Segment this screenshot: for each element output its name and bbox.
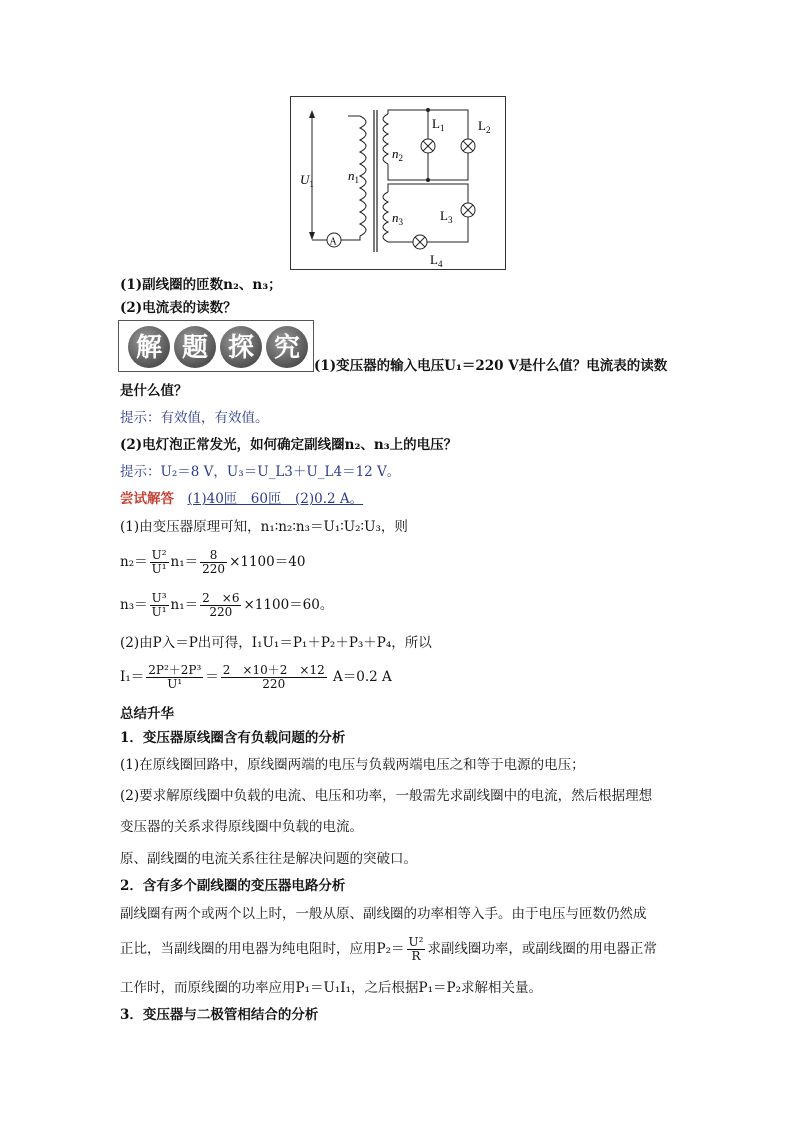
solution-line-1: (1)由变压器原理可知，n₁∶n₂∶n₃＝U₁∶U₂∶U₃，则 (120, 519, 408, 535)
svg-text:L2: $L_2$ (478, 118, 491, 135)
svg-text:n3: $n_3$ (392, 210, 403, 227)
answer-line: 尝试解答 (1)40匝 60匝 (2)0.2 A。 (120, 491, 364, 507)
jieti-tanjiu-badge (118, 320, 314, 372)
hint-2: 提示：U₂＝8 V，U₃＝U_L3＋U_L4＝12 V。 (120, 464, 401, 480)
svg-text:究: 究 (273, 333, 301, 363)
question-1: (1)副线圈的匝数n₂、n₃； (120, 277, 282, 293)
solution-line-2: (2)由P入＝P出可得，I₁U₁＝P₁＋P₂＋P₃＋P₄，所以 (120, 635, 432, 651)
summary-title: 总结升华 (120, 706, 174, 722)
svg-text:A: A (329, 236, 337, 248)
svg-text:探: 探 (227, 333, 255, 363)
hint-1: 提示：有效值，有效值。 (120, 410, 269, 426)
summary-p4b: 正比，当副线圈的用电器为纯电阻时，应用P₂＝ $\frac{\text{U²}}{R}$ 求副线圈功率，或副线圈的用电器正常 (120, 935, 657, 963)
svg-text:L3: $L_3$ (440, 208, 453, 225)
question-2: (2)电流表的读数？ (120, 300, 237, 316)
summary-heading-1: 1．变压器原线圈含有负载问题的分析 (120, 730, 346, 746)
svg-text:L4: $L_4$ (430, 252, 443, 269)
summary-p4a: 副线圈有两个或两个以上时，一般从原、副线圈的功率相等入手。由于电压与匝数仍然成 (120, 906, 647, 922)
svg-text:解: 解 (135, 333, 163, 363)
transformer-circuit-diagram (290, 96, 506, 270)
summary-p2b: 变压器的关系求得原线圈中负载的电流。 (120, 819, 363, 835)
explore-q2: (2)电灯泡正常发光，如何确定副线圈n₂、n₃上的电压？ (120, 437, 458, 453)
lamp-l3-icon (461, 203, 475, 217)
svg-text:题: 题 (181, 333, 209, 363)
summary-p2a: (2)要求解原线圈中负载的电流、电压和功率，一般需先求副线圈中的电流，然后根据理想 (120, 788, 653, 804)
summary-heading-2: 2．含有多个副线圈的变压器电路分析 (120, 878, 346, 894)
summary-p3: 原、副线圈的电流关系往往是解决问题的突破口。 (120, 851, 417, 867)
explore-q1-line1: (1)变压器的输入电压U₁＝220 V是什么值？电流表的读数 (314, 358, 668, 374)
svg-text:L1: $L_1$ (432, 116, 445, 133)
summary-p1: (1)在原线圈回路中，原线圈两端的电压与负载两端电压之和等于电源的电压； (120, 757, 585, 773)
n3-equation: n₃＝ $\frac{\text{U³}}{\text{U¹}}$ n₁＝ $\frac{2 \times 6}{220}$ ×1100＝60。 (120, 591, 334, 619)
summary-p4c: 工作时，而原线圈的功率应用P₁＝U₁I₁，之后根据P₁＝P₂求解相关量。 (120, 980, 543, 996)
svg-text:n2: $n_2$ (392, 146, 403, 163)
n2-equation: n₂＝ $\frac{\text{U²}}{\text{U¹}}$ n₁＝ $\frac{8}{220}$ ×1100＝40 (120, 548, 306, 576)
summary-heading-3: 3．变压器与二极管相结合的分析 (120, 1007, 319, 1023)
lamp-l2-icon (461, 139, 475, 153)
lamp-l4-icon (413, 235, 427, 249)
lamp-l1-icon (421, 139, 435, 153)
badge-circles (119, 321, 313, 371)
explore-q1-line2: 是什么值？ (120, 383, 188, 399)
svg-text:U1: $U_1$ (300, 172, 314, 189)
svg-text:n1: $n_1$ (348, 168, 359, 185)
i1-equation: I₁＝ $\frac{\text{2P²＋2P³}}{\text{U¹}}$ ＝ $\frac{2 \times 10+2 \times 12}{220}$ A＝0.2 A (120, 663, 392, 691)
